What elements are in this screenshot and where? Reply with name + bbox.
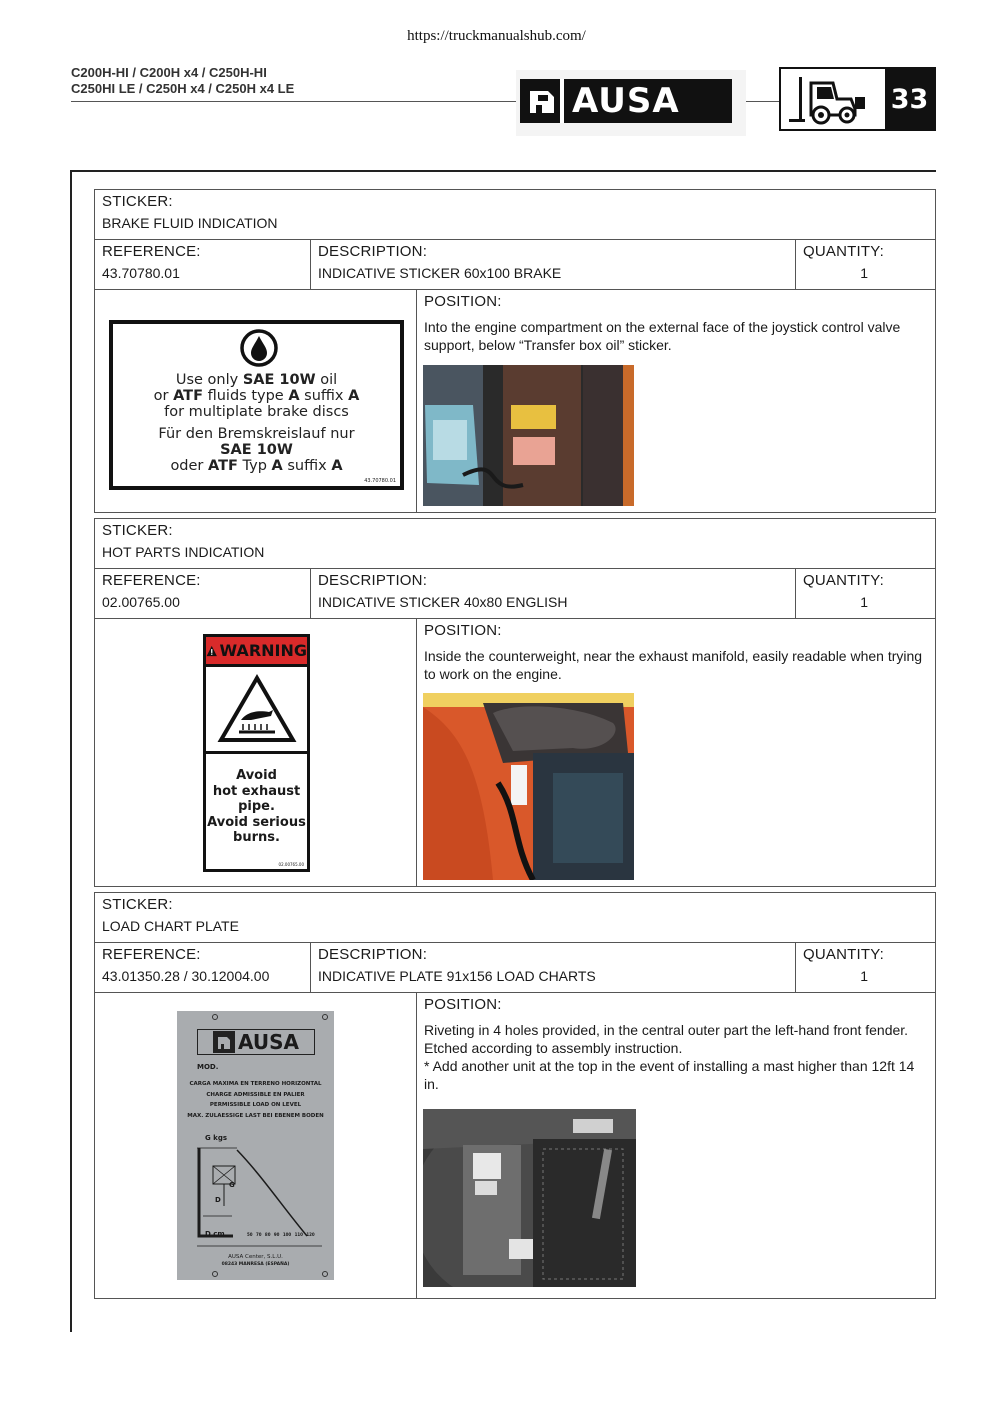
plate-text: G kgs — [205, 1134, 228, 1142]
quantity-label: QUANTITY: — [803, 572, 884, 589]
site-url[interactable]: https://truckmanualshub.com/ — [407, 28, 586, 44]
plate-brand: AUSA — [238, 1030, 299, 1054]
sticker-text: A — [271, 458, 283, 474]
sticker-label: STICKER: — [102, 522, 173, 539]
sticker-row — [95, 519, 935, 569]
ausa-logo-icon — [213, 1031, 235, 1053]
sticker-text: A — [331, 458, 343, 474]
plate-text: AUSA Center, S.L.U. — [228, 1254, 283, 1260]
counterweight-photo — [423, 693, 634, 880]
plate-text: MAX. ZULAESSIGE LAST BEI EBENEM BODEN — [187, 1112, 324, 1119]
model-line-2: C250HI LE / C250H x4 / C250H x4 LE — [71, 81, 295, 96]
sticker-text: A — [288, 388, 300, 404]
sticker-text: Typ — [237, 458, 272, 474]
plate-text: D cm. — [205, 1230, 228, 1238]
sticker-image-cell — [95, 290, 417, 512]
reference-label: REFERENCE: — [102, 572, 201, 589]
sticker-text: Für den Bremskreislauf nur — [158, 426, 355, 442]
plate-text: 08243 MANRESA (ESPAÑA) — [221, 1262, 290, 1267]
sticker-name: LOAD CHART PLATE — [102, 918, 239, 934]
quantity-label: QUANTITY: — [803, 243, 884, 260]
position-text-line: Riveting in 4 holes provided, in the central outer part the left-hand front fender. Etched according to assembly instruction. — [424, 1022, 909, 1056]
description-value: INDICATIVE STICKER 40x80 ENGLISH — [318, 594, 568, 610]
sticker-image-cell — [95, 619, 417, 886]
warning-icon — [206, 642, 218, 660]
sticker-label: STICKER: — [102, 193, 173, 210]
model-list — [71, 65, 294, 97]
engine-compartment-photo — [423, 365, 634, 506]
position-text-note: * Add another unit at the top in the event of installing a mast higher than 12ft 14 in. — [424, 1058, 915, 1092]
header-divider — [71, 101, 517, 102]
page-number: 33 — [885, 69, 934, 129]
sticker-row — [95, 893, 935, 943]
position-label: POSITION: — [424, 622, 502, 639]
position-text: Into the engine compartment on the external face of the joystick control valve support, below “Transfer box oil” sticker. — [424, 319, 901, 353]
plate-text: CHARGE ADMISSIBLE EN PALIER — [206, 1091, 305, 1098]
position-label: POSITION: — [424, 293, 502, 310]
sticker-text: fluids type — [202, 388, 289, 404]
front-fender-photo — [423, 1109, 636, 1287]
sticker-text: Use only — [175, 372, 243, 388]
header-divider-right — [746, 101, 780, 102]
plate-text: D — [215, 1196, 221, 1204]
rivet-hole-icon — [322, 1271, 328, 1277]
sticker-text: oder — [170, 458, 209, 474]
brand-name: AUSA — [572, 81, 680, 121]
rivet-hole-icon — [322, 1014, 328, 1020]
position-text — [417, 1013, 935, 1093]
description-value: INDICATIVE STICKER 60x100 BRAKE — [318, 265, 562, 281]
load-chart-plate — [177, 1011, 334, 1280]
oil-drop-icon — [239, 328, 279, 368]
hot-surface-icon — [217, 674, 297, 744]
quantity-value: 1 — [860, 968, 868, 984]
rivet-hole-icon — [212, 1271, 218, 1277]
sticker-code: 43.70780.01 — [364, 478, 396, 484]
sticker-image-cell — [95, 993, 417, 1298]
warning-text: Avoid serious — [207, 814, 306, 830]
brand-logo — [516, 70, 746, 136]
content-frame-left — [70, 170, 72, 1332]
warning-title: WARNING — [219, 641, 307, 660]
plate-text: 50 70 80 90 100 110 120 — [247, 1232, 315, 1237]
details-row — [95, 569, 935, 619]
reference-value: 43.01350.28 / 30.12004.00 — [102, 968, 270, 984]
sticker-code: 02.00765.00 — [278, 862, 304, 867]
sticker-text: or — [153, 388, 174, 404]
brake-fluid-sticker — [109, 320, 404, 490]
sticker-row — [95, 190, 935, 240]
rivet-hole-icon — [212, 1014, 218, 1020]
sticker-text: suffix — [282, 458, 332, 474]
sticker-text: SAE 10W — [220, 442, 293, 458]
reference-value: 43.70780.01 — [102, 265, 180, 281]
plate-text: MOD. — [197, 1063, 219, 1071]
description-label: DESCRIPTION: — [318, 572, 428, 589]
reference-label: REFERENCE: — [102, 243, 201, 260]
model-line-1: C200H-HI / C200H x4 / C250H-HI — [71, 65, 267, 80]
quantity-label: QUANTITY: — [803, 946, 884, 963]
details-row — [95, 240, 935, 290]
sticker-text: for multiplate brake discs — [164, 404, 349, 420]
reference-label: REFERENCE: — [102, 946, 201, 963]
plate-text: PERMISSIBLE LOAD ON LEVEL — [209, 1102, 302, 1108]
warning-text: hot exhaust — [212, 783, 301, 799]
sticker-card-load-chart — [94, 892, 936, 1299]
sticker-text: A — [348, 388, 360, 404]
description-value: INDICATIVE PLATE 91x156 LOAD CHARTS — [318, 968, 596, 984]
sticker-name: BRAKE FLUID INDICATION — [102, 215, 278, 231]
plate-text: CARGA MAXIMA EN TERRENO HORIZONTAL — [189, 1081, 322, 1087]
plate-text: G — [229, 1181, 235, 1189]
ausa-logo-icon — [520, 79, 564, 123]
description-label: DESCRIPTION: — [318, 946, 428, 963]
description-label: DESCRIPTION: — [318, 243, 428, 260]
position-label: POSITION: — [424, 996, 502, 1013]
quantity-value: 1 — [860, 265, 868, 281]
section-badge — [779, 67, 936, 131]
sticker-text: oil — [315, 372, 338, 388]
details-row — [95, 943, 935, 993]
forklift-icon — [781, 69, 885, 129]
sticker-card-brake-fluid — [94, 189, 936, 513]
warning-text: Avoid — [236, 768, 277, 783]
warning-text: pipe. — [238, 799, 275, 814]
sticker-card-hot-parts — [94, 518, 936, 887]
sticker-text: ATF — [208, 458, 238, 474]
sticker-text: ATF — [173, 388, 203, 404]
sticker-text: suffix — [299, 388, 349, 404]
sticker-name: HOT PARTS INDICATION — [102, 544, 265, 560]
sticker-label: STICKER: — [102, 896, 173, 913]
load-curve-diagram — [177, 1136, 334, 1256]
content-frame-top — [70, 170, 936, 172]
quantity-value: 1 — [860, 594, 868, 610]
reference-value: 02.00765.00 — [102, 594, 180, 610]
position-text: Inside the counterweight, near the exhaust manifold, easily readable when trying to work on the engine. — [424, 648, 923, 682]
warning-sticker — [203, 634, 310, 872]
sticker-text: SAE 10W — [242, 372, 316, 388]
warning-text: burns. — [233, 830, 280, 845]
